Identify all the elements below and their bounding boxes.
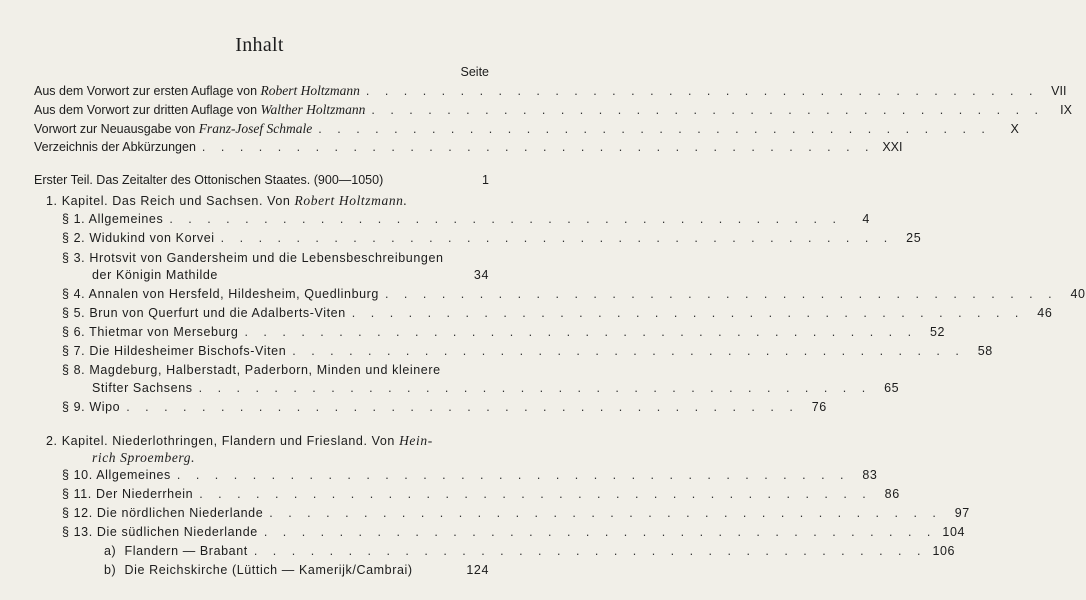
chapter-heading: 2. Kapitel. Niederlothringen, Flandern und Friesland. Von Hein- xyxy=(46,433,433,448)
toc-entry: § 3. Hrotsvit von Gandersheim und die Lebensbeschreibungen xyxy=(62,251,444,265)
toc-entry: § 5. Brun von Querfurt und die Adalberts-Viten . . . . . . . . . . . . . . . . . . . . . . . . . . . . . . . . . . . . 46 xyxy=(62,306,1053,320)
toc-subentry: b) Die Reichskirche (Lüttich — Kamerijk/Cambrai) 124 xyxy=(104,563,489,577)
toc-entry: § 11. Der Niederrhein . . . . . . . . . . . . . . . . . . . . . . . . . . . . . . . . . . . . 86 xyxy=(62,487,900,501)
toc-entry: § 12. Die nördlichen Niederlande . . . . . . . . . . . . . . . . . . . . . . . . . . . . . . . . . . . . 97 xyxy=(62,506,970,520)
toc-entry-cont: Stifter Sachsens . . . . . . . . . . . . . . . . . . . . . . . . . . . . . . . . . . . . 65 xyxy=(92,381,900,395)
toc-entry-cont: der Königin Mathilde 34 xyxy=(92,268,489,282)
toc-entry: § 2. Widukind von Korvei . . . . . . . . . . . . . . . . . . . . . . . . . . . . . . . . . . . . 25 xyxy=(62,231,922,245)
toc-entry: § 6. Thietmar von Merseburg . . . . . . . . . . . . . . . . . . . . . . . . . . . . . . . . . . . . 52 xyxy=(62,325,946,339)
toc-entry: Verzeichnis der Abkürzungen . . . . . . . . . . . . . . . . . . . . . . . . . . . . . . . . . . . . XXI xyxy=(34,140,903,154)
toc-entry: Aus dem Vorwort zur ersten Auflage von Robert Holtzmann . . . . . . . . . . . . . . . . . . . . . . . . . . . . . . . . . . . . VII xyxy=(34,83,1067,98)
toc-entry: § 8. Magdeburg, Halberstadt, Paderborn, Minden und kleinere xyxy=(62,363,441,377)
page-title: Inhalt xyxy=(235,34,284,56)
toc-entry: § 10. Allgemeines . . . . . . . . . . . . . . . . . . . . . . . . . . . . . . . . . . . . 83 xyxy=(62,468,878,482)
chapter-heading: 1. Kapitel. Das Reich und Sachsen. Von Robert Holtzmann. xyxy=(46,193,408,208)
toc-entry: § 4. Annalen von Hersfeld, Hildesheim, Quedlinburg . . . . . . . . . . . . . . . . . . . . . . . . . . . . . . . . . . . . 40 xyxy=(62,287,1086,301)
chapter-heading-cont: rich Sproemberg. xyxy=(92,450,196,465)
toc-subentry: a) Flandern — Brabant . . . . . . . . . . . . . . . . . . . . . . . . . . . . . . . . . . . . 106 xyxy=(104,544,956,558)
toc-entry: Aus dem Vorwort zur dritten Auflage von Walther Holtzmann . . . . . . . . . . . . . . . . . . . . . . . . . . . . . . . . . . . . IX xyxy=(34,102,1072,117)
toc-entry: § 13. Die südlichen Niederlande . . . . . . . . . . . . . . . . . . . . . . . . . . . . . . . . . . . . 104 xyxy=(62,525,966,539)
part-heading: Erster Teil. Das Zeitalter des Ottonischen Staates. (900—1050) 1 xyxy=(34,173,489,187)
toc-entry: § 9. Wipo . . . . . . . . . . . . . . . . . . . . . . . . . . . . . . . . . . . . 76 xyxy=(62,400,827,414)
toc-entry: Vorwort zur Neuausgabe von Franz-Josef Schmale . . . . . . . . . . . . . . . . . . . . . . . . . . . . . . . . . . . . X xyxy=(34,121,1019,136)
toc-entry: § 1. Allgemeines . . . . . . . . . . . . . . . . . . . . . . . . . . . . . . . . . . . . 4 xyxy=(62,212,870,226)
toc-entry: § 7. Die Hildesheimer Bischofs-Viten . . . . . . . . . . . . . . . . . . . . . . . . . . . . . . . . . . . . 58 xyxy=(62,344,993,358)
seite-header: Seite xyxy=(460,65,489,79)
